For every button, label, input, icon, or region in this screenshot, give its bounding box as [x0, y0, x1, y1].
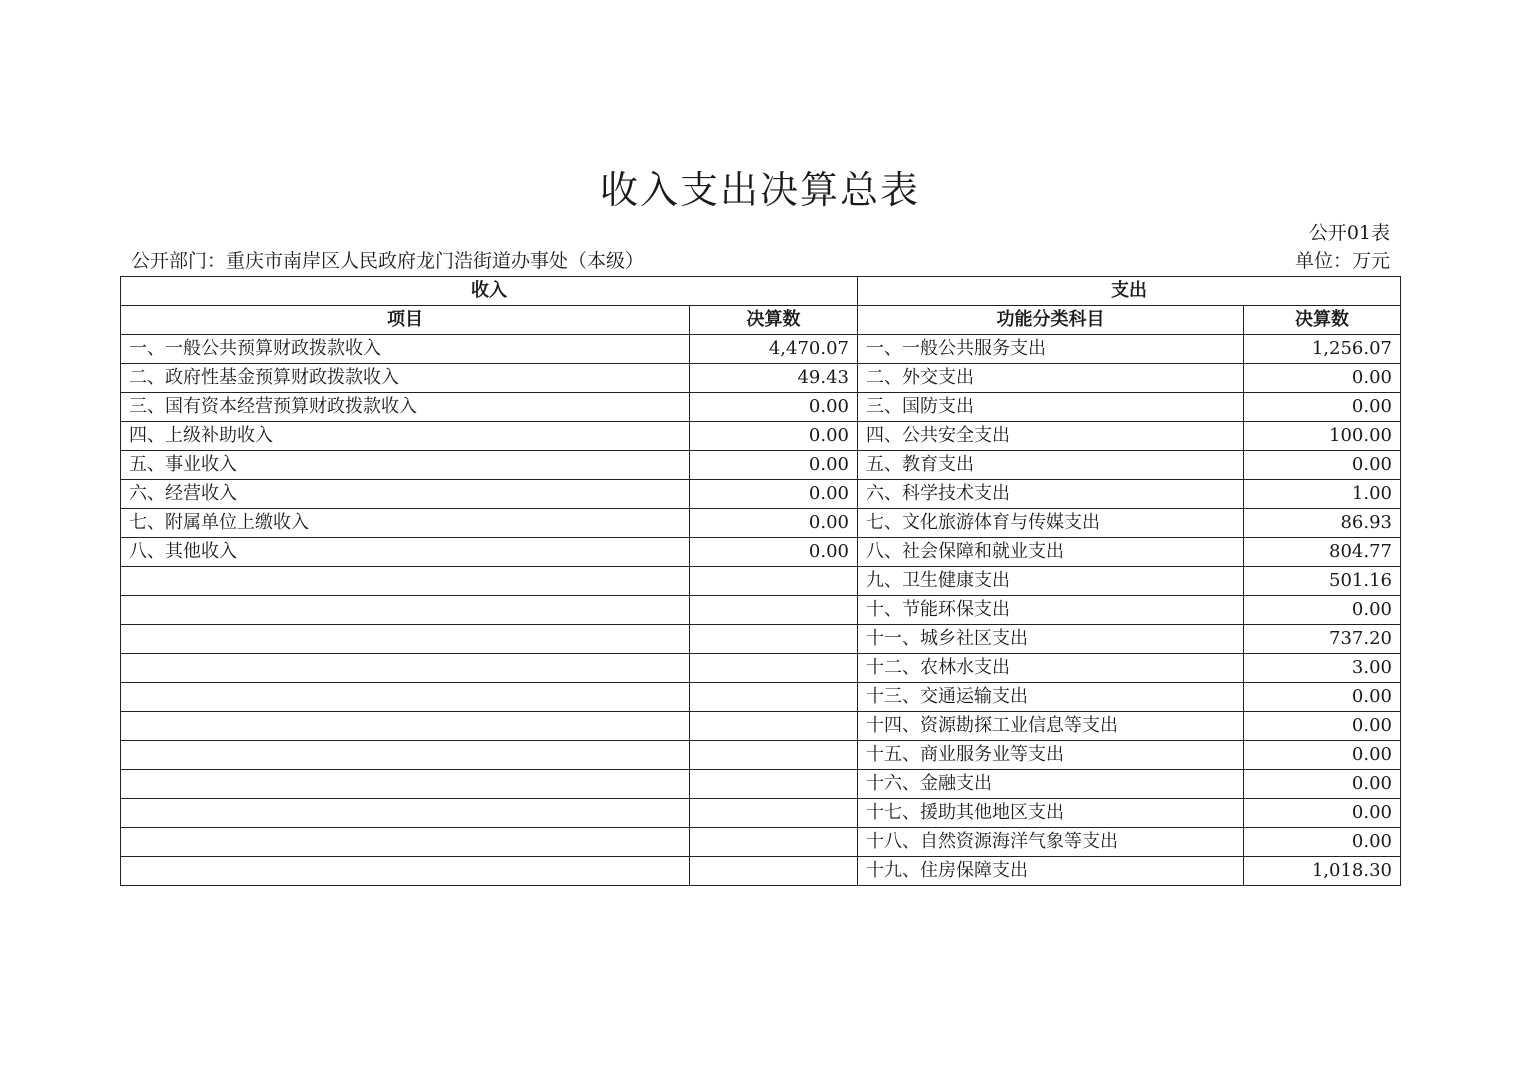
expense-amount-cell: 0.00: [1244, 451, 1401, 480]
income-item-cell: 二、政府性基金预算财政拨款收入: [121, 364, 690, 393]
expense-item-cell: 十三、交通运输支出: [858, 683, 1244, 712]
expense-amount-cell: 0.00: [1244, 596, 1401, 625]
table-row: [121, 799, 1401, 828]
income-item-cell: [121, 857, 690, 886]
table-row: [121, 422, 1401, 451]
table-row: [121, 857, 1401, 886]
income-amount-cell: 4,470.07: [690, 335, 858, 364]
income-item-cell: [121, 567, 690, 596]
table-row: [121, 335, 1401, 364]
income-amount-column-header: 决算数: [690, 306, 858, 335]
function-category-column-header: 功能分类科目: [858, 306, 1244, 335]
income-item-cell: [121, 625, 690, 654]
table-row: [121, 393, 1401, 422]
income-item-cell: [121, 741, 690, 770]
income-amount-cell: 0.00: [690, 422, 858, 451]
income-amount-cell: 0.00: [690, 538, 858, 567]
expense-item-cell: 六、科学技术支出: [858, 480, 1244, 509]
expense-amount-cell: 0.00: [1244, 799, 1401, 828]
income-amount-cell: [690, 625, 858, 654]
expense-amount-cell: 1,018.30: [1244, 857, 1401, 886]
expense-amount-cell: 0.00: [1244, 683, 1401, 712]
expense-item-cell: 三、国防支出: [858, 393, 1244, 422]
table-row: [121, 654, 1401, 683]
table-column-header-row: [121, 306, 1401, 335]
expense-item-cell: 十一、城乡社区支出: [858, 625, 1244, 654]
expense-amount-cell: 501.16: [1244, 567, 1401, 596]
income-item-cell: [121, 770, 690, 799]
expense-item-cell: 五、教育支出: [858, 451, 1244, 480]
expense-amount-cell: 0.00: [1244, 770, 1401, 799]
expense-amount-cell: 86.93: [1244, 509, 1401, 538]
income-amount-cell: [690, 654, 858, 683]
expense-amount-cell: 100.00: [1244, 422, 1401, 451]
expense-item-cell: 十、节能环保支出: [858, 596, 1244, 625]
department-label: 公开部门：重庆市南岸区人民政府龙门浩街道办事处（本级）: [131, 250, 645, 272]
table-row: [121, 712, 1401, 741]
form-number: 公开01表: [1308, 222, 1390, 244]
income-item-cell: 六、经营收入: [121, 480, 690, 509]
income-amount-cell: 49.43: [690, 364, 858, 393]
table-row: [121, 770, 1401, 799]
expense-amount-cell: 3.00: [1244, 654, 1401, 683]
income-amount-cell: [690, 596, 858, 625]
expense-amount-cell: 0.00: [1244, 393, 1401, 422]
expense-item-cell: 十九、住房保障支出: [858, 857, 1244, 886]
table-row: [121, 567, 1401, 596]
income-amount-cell: [690, 683, 858, 712]
expense-item-cell: 二、外交支出: [858, 364, 1244, 393]
expense-item-cell: 十二、农林水支出: [858, 654, 1244, 683]
expense-amount-cell: 0.00: [1244, 741, 1401, 770]
table-body: [121, 335, 1401, 886]
income-item-cell: [121, 596, 690, 625]
expense-amount-cell: 0.00: [1244, 828, 1401, 857]
table-row: [121, 538, 1401, 567]
page-title: 收入支出决算总表: [599, 168, 920, 212]
expense-amount-column-header: 决算数: [1244, 306, 1401, 335]
expense-amount-cell: 737.20: [1244, 625, 1401, 654]
table-row: [121, 480, 1401, 509]
income-amount-cell: [690, 712, 858, 741]
table-row: [121, 509, 1401, 538]
expense-item-cell: 十八、自然资源海洋气象等支出: [858, 828, 1244, 857]
income-item-cell: 五、事业收入: [121, 451, 690, 480]
income-item-cell: [121, 654, 690, 683]
expense-item-cell: 九、卫生健康支出: [858, 567, 1244, 596]
expense-amount-cell: 804.77: [1244, 538, 1401, 567]
expense-item-cell: 七、文化旅游体育与传媒支出: [858, 509, 1244, 538]
income-item-cell: [121, 683, 690, 712]
expense-amount-cell: 0.00: [1244, 364, 1401, 393]
expense-item-cell: 四、公共安全支出: [858, 422, 1244, 451]
expense-item-cell: 八、社会保障和就业支出: [858, 538, 1244, 567]
income-item-cell: 八、其他收入: [121, 538, 690, 567]
income-group-header: 收入: [121, 277, 858, 306]
table-row: [121, 596, 1401, 625]
table-row: [121, 683, 1401, 712]
income-amount-cell: [690, 741, 858, 770]
income-amount-cell: [690, 770, 858, 799]
income-item-cell: [121, 828, 690, 857]
income-amount-cell: [690, 799, 858, 828]
table-row: [121, 741, 1401, 770]
item-column-header: 项目: [121, 306, 690, 335]
income-amount-cell: 0.00: [690, 509, 858, 538]
income-amount-cell: 0.00: [690, 393, 858, 422]
income-item-cell: 七、附属单位上缴收入: [121, 509, 690, 538]
income-amount-cell: [690, 857, 858, 886]
unit-label: 单位：万元: [1294, 250, 1390, 272]
table-row: [121, 625, 1401, 654]
income-amount-cell: [690, 567, 858, 596]
expense-amount-cell: 1,256.07: [1244, 335, 1401, 364]
income-item-cell: [121, 799, 690, 828]
income-item-cell: 一、一般公共预算财政拨款收入: [121, 335, 690, 364]
income-item-cell: 三、国有资本经营预算财政拨款收入: [121, 393, 690, 422]
table-row: [121, 451, 1401, 480]
income-item-cell: [121, 712, 690, 741]
expense-item-cell: 一、一般公共服务支出: [858, 335, 1244, 364]
expense-item-cell: 十七、援助其他地区支出: [858, 799, 1244, 828]
income-amount-cell: [690, 828, 858, 857]
income-item-cell: 四、上级补助收入: [121, 422, 690, 451]
income-amount-cell: 0.00: [690, 480, 858, 509]
income-amount-cell: 0.00: [690, 451, 858, 480]
expense-amount-cell: 0.00: [1244, 712, 1401, 741]
expense-item-cell: 十六、金融支出: [858, 770, 1244, 799]
expense-amount-cell: 1.00: [1244, 480, 1401, 509]
expense-item-cell: 十五、商业服务业等支出: [858, 741, 1244, 770]
expense-item-cell: 十四、资源勘探工业信息等支出: [858, 712, 1244, 741]
table-row: [121, 828, 1401, 857]
income-expense-table: [120, 276, 1401, 886]
table-group-header-row: [121, 277, 1401, 306]
expense-group-header: 支出: [858, 277, 1401, 306]
table-row: [121, 364, 1401, 393]
